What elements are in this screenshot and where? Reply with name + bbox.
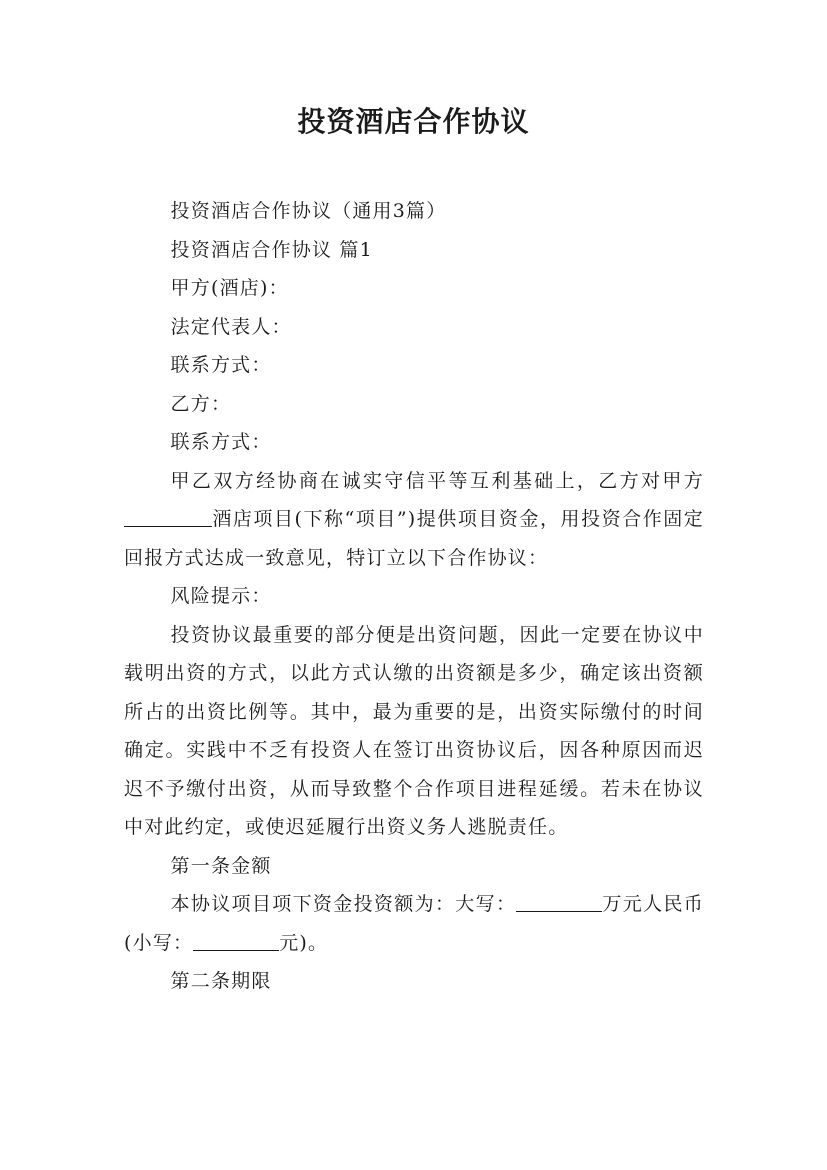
document-title: 投资酒店合作协议 xyxy=(297,105,530,138)
legal-rep-line: 法定代表人： xyxy=(170,315,292,338)
article1-text-end: 元)。 xyxy=(279,931,329,954)
article1-text-start: 本协议项目项下资金投资额为：大写： xyxy=(170,893,517,915)
intro-text-end: 酒店项目(下称“项目”)提供项目资金，用投资合作固定回报方式达成一致意见，特订立以下合作协议： xyxy=(124,508,704,569)
party-a-line: 甲方(酒店)： xyxy=(170,277,289,299)
article1-paragraph xyxy=(124,885,704,962)
party-b-line: 乙方： xyxy=(170,392,232,415)
hotel-name-blank xyxy=(124,507,212,527)
article1-text-middle: 万元人民币(小写： xyxy=(124,893,704,954)
amount-uppercase-blank xyxy=(516,892,602,912)
risk-paragraph: 投资协议最重要的部分便是出资问题，因此一定要在协议中载明出资的方式，以此方式认缴的出资额是多少，确定该出资额所占的出资比例等。其中，最为重要的是，出资实际缴付的时间确定。实践中不乏有投资人在签订出资协议后，因各种原因而迟迟不予缴付出资，从而导致整个合作项目进程延缓。若未在协议中对此约定，或使迟延履行出资义务人逃脱责任。 xyxy=(124,623,704,838)
heading-part1: 投资酒店合作协议 篇1 xyxy=(170,238,373,261)
article2-heading: 第二条期限 xyxy=(170,970,272,992)
intro-paragraph xyxy=(124,462,704,578)
amount-lowercase-blank xyxy=(193,931,279,951)
risk-heading: 风险提示： xyxy=(170,585,272,607)
heading-general: 投资酒店合作协议（通用3篇） xyxy=(170,200,447,222)
contact-a-line: 联系方式： xyxy=(170,354,272,376)
article1-heading: 第一条金额 xyxy=(170,854,272,877)
contact-b-line: 联系方式： xyxy=(170,431,272,453)
intro-text-start: 甲乙双方经协商在诚实守信平等互利基础上，乙方对甲方 xyxy=(170,469,704,492)
document-body xyxy=(124,192,704,1001)
